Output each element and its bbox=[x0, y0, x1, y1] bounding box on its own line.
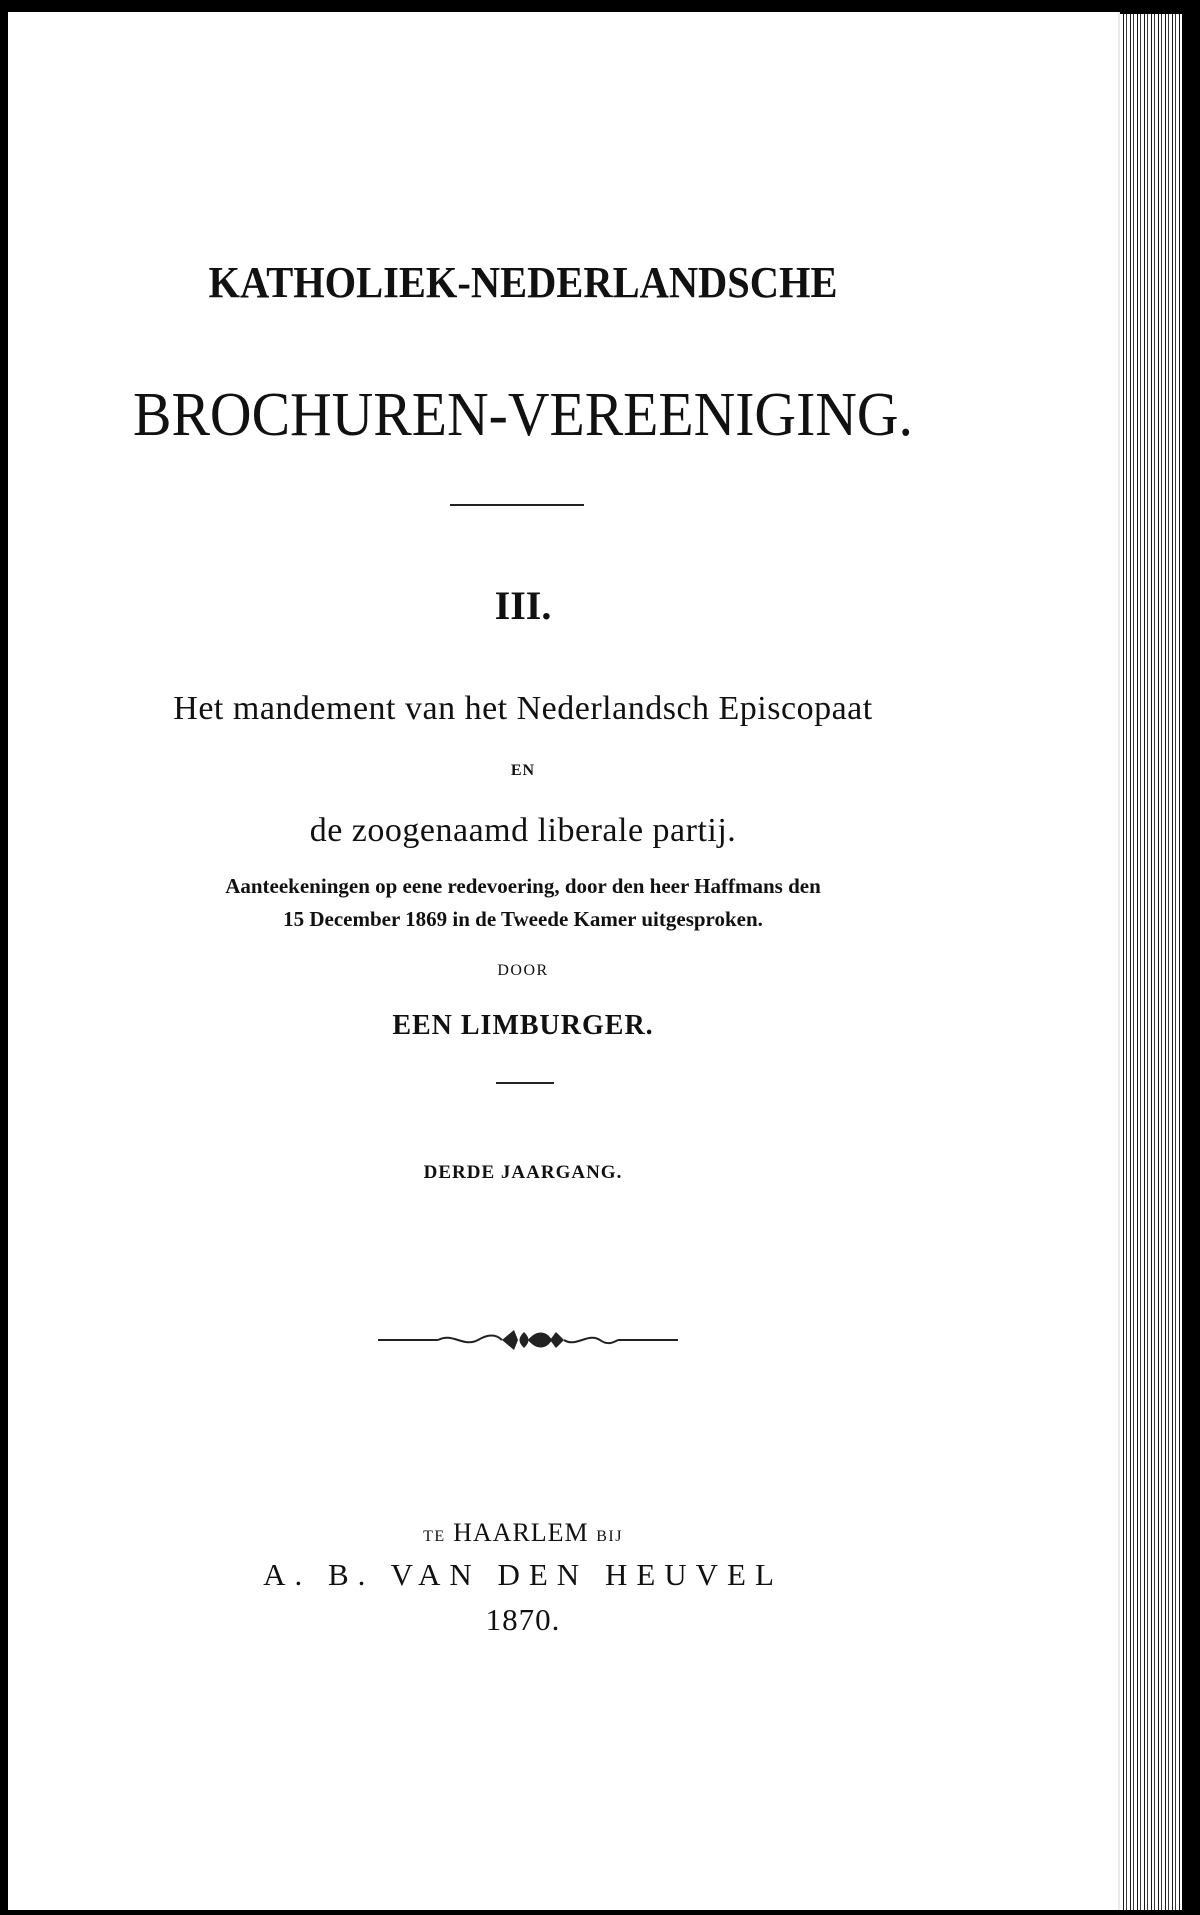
subtitle-line-2: de zoogenaamd liberale partij. bbox=[309, 812, 737, 849]
title-page bbox=[8, 12, 1120, 1910]
imprint-te: TE bbox=[423, 1528, 446, 1545]
subtitle-line-1: Het mandement van het Nederlandsch Episcopaat bbox=[173, 690, 873, 727]
divider-rule bbox=[450, 504, 584, 506]
volume-year-label: DERDE JAARGANG. bbox=[423, 1162, 623, 1183]
book-page-edges bbox=[1120, 14, 1192, 1910]
ornament-flourish bbox=[378, 1322, 678, 1358]
subtitle-connector: EN bbox=[510, 762, 536, 779]
imprint-bij: BIJ bbox=[596, 1528, 623, 1545]
note-line-2: 15 December 1869 in de Tweede Kamer uitgesproken. bbox=[283, 907, 763, 931]
series-title-line-1: KATHOLIEK-NEDERLANDSCHE bbox=[208, 258, 838, 307]
imprint-publisher: A. B. VAN DEN HEUVEL bbox=[263, 1557, 783, 1592]
byline-door: DOOR bbox=[497, 962, 549, 979]
short-divider-rule bbox=[496, 1082, 554, 1084]
author-name: EEN LIMBURGER. bbox=[392, 1010, 654, 1041]
volume-numeral: III. bbox=[494, 583, 552, 628]
note-line-1: Aanteekeningen op eene redevoering, door den heer Haffmans den bbox=[225, 874, 821, 898]
series-title-line-2: BROCHUREN-VEREENIGING. bbox=[133, 381, 913, 449]
imprint-place bbox=[8, 1518, 1038, 1548]
imprint-year: 1870. bbox=[485, 1602, 561, 1637]
imprint-city: HAARLEM bbox=[453, 1518, 589, 1547]
